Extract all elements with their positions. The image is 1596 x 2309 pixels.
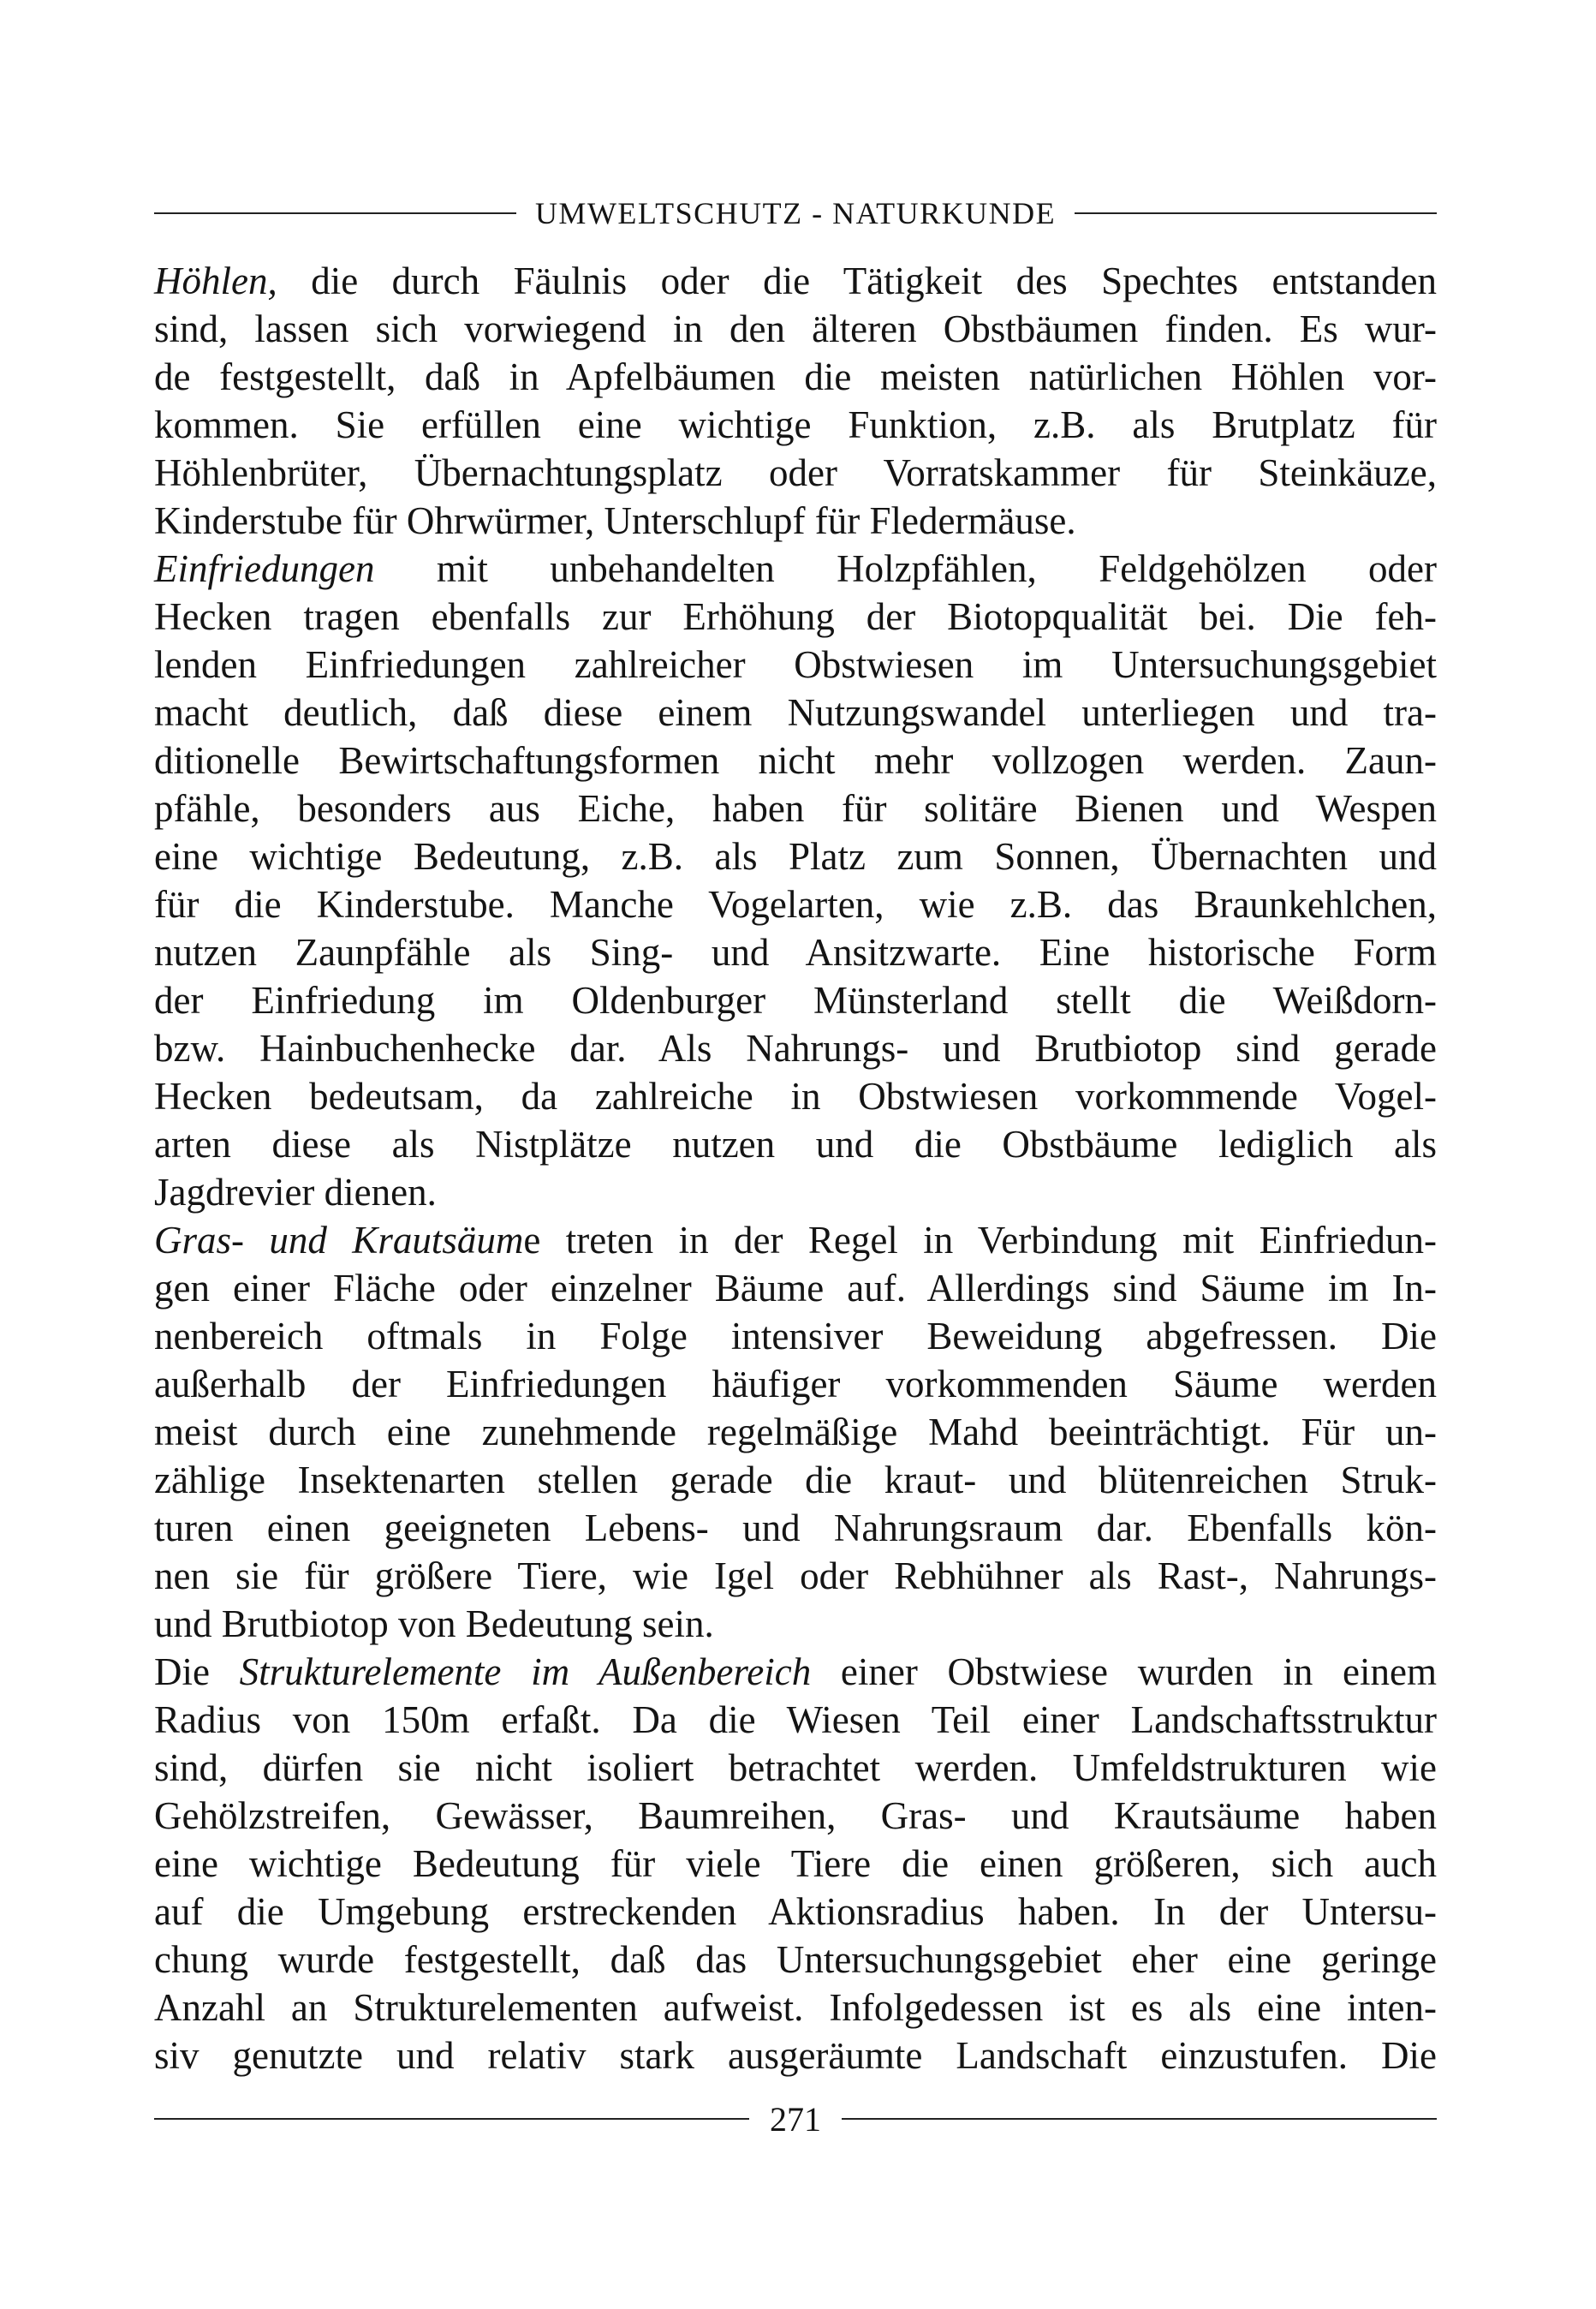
- text-line: [154, 257, 1437, 305]
- text-line: [154, 1360, 1437, 1408]
- footer-rule-right: [842, 2118, 1437, 2120]
- text-line-regular: turen einen geeigneten Lebens- und Nahrungsraum dar. Ebenfalls kön-: [154, 1507, 1437, 1549]
- text-line: [154, 976, 1437, 1024]
- text-line: [154, 689, 1437, 737]
- text-line-italic: Gras- und Krautsäum: [154, 1219, 524, 1262]
- text-line: [154, 305, 1437, 353]
- text-line: [154, 737, 1437, 785]
- text-line-regular: auf die Umgebung erstreckenden Aktionsradius haben. In der Untersu-: [154, 1890, 1437, 1933]
- text-line-italic: Höhlen,: [154, 260, 277, 302]
- text-line-regular: eine wichtige Bedeutung, z.B. als Platz zum Sonnen, Übernachten und: [154, 835, 1437, 878]
- text-line: [154, 1072, 1437, 1120]
- text-line: [154, 1984, 1437, 2032]
- text-line-italic: Strukturelemente im Außenbereich: [239, 1650, 812, 1693]
- body-text: [154, 257, 1437, 2079]
- text-line: [154, 353, 1437, 401]
- text-line-italic: Einfriedungen: [154, 547, 375, 590]
- text-line-regular: Radius von 150m erfaßt. Da die Wiesen Teil einer Landschaftsstruktur: [154, 1698, 1437, 1741]
- text-line: [154, 641, 1437, 689]
- text-line: [154, 1648, 1437, 1696]
- running-header: [154, 192, 1437, 235]
- page-footer: [154, 2093, 1437, 2145]
- text-line-regular: nenbereich oftmals in Folge intensiver Beweidung abgefressen. Die: [154, 1315, 1437, 1357]
- text-line: [154, 449, 1437, 497]
- text-line-regular: sind, dürfen sie nicht isoliert betrachtet werden. Umfeldstrukturen wie: [154, 1746, 1437, 1789]
- text-line: [154, 1600, 1437, 1648]
- text-line-regular: Höhlenbrüter, Übernachtungsplatz oder Vorratskammer für Steinkäuze,: [154, 451, 1437, 494]
- text-line-regular: bzw. Hainbuchenhecke dar. Als Nahrungs- und Brutbiotop sind gerade: [154, 1027, 1437, 1070]
- text-line-regular: nutzen Zaunpfähle als Sing- und Ansitzwarte. Eine historische Form: [154, 931, 1437, 974]
- text-line-regular-tail: e treten in der Regel in Verbindung mit Einfriedun-: [523, 1219, 1437, 1262]
- text-line: [154, 1840, 1437, 1888]
- text-line-regular: Anzahl an Strukturelementen aufweist. Infolgedessen ist es als eine inten-: [154, 1986, 1437, 2029]
- text-line: [154, 928, 1437, 976]
- text-line: [154, 785, 1437, 832]
- text-line: [154, 1024, 1437, 1072]
- text-line-regular-tail: mit unbehandelten Holzpfählen, Feldgehölzen oder: [374, 547, 1437, 590]
- text-line: [154, 1792, 1437, 1840]
- text-line-regular: sind, lassen sich vorwiegend in den älteren Obstbäumen finden. Es wur-: [154, 307, 1437, 350]
- text-line-regular: für die Kinderstube. Manche Vogelarten, wie z.B. das Braunkehlchen,: [154, 883, 1437, 926]
- text-line-regular: siv genutzte und relativ stark ausgeräumte Landschaft einzustufen. Die: [154, 2034, 1437, 2077]
- text-line-regular-tail: einer Obstwiese wurden in einem: [811, 1650, 1437, 1693]
- text-line-regular: eine wichtige Bedeutung für viele Tiere die einen größeren, sich auch: [154, 1842, 1437, 1885]
- text-line-regular: Hecken tragen ebenfalls zur Erhöhung der Biotopqualität bei. Die feh-: [154, 595, 1437, 638]
- text-line-regular: ditionelle Bewirtschaftungsformen nicht mehr vollzogen werden. Zaun-: [154, 739, 1437, 782]
- text-line-regular: nen sie für größere Tiere, wie Igel oder Rebhühner als Rast-, Nahrungs-: [154, 1554, 1437, 1597]
- text-line: [154, 545, 1437, 593]
- text-line-regular: und Brutbiotop von Bedeutung sein.: [154, 1602, 714, 1645]
- text-line: [154, 1312, 1437, 1360]
- text-line-regular: macht deutlich, daß diese einem Nutzungswandel unterliegen und tra-: [154, 691, 1437, 734]
- text-line-regular: Kinderstube für Ohrwürmer, Unterschlupf für Fledermäuse.: [154, 499, 1076, 542]
- text-line-regular: Jagdrevier dienen.: [154, 1171, 437, 1214]
- text-line-regular: außerhalb der Einfriedungen häufiger vorkommenden Säume werden: [154, 1363, 1437, 1405]
- text-line: [154, 1744, 1437, 1792]
- text-line-regular: arten diese als Nistplätze nutzen und die Obstbäume lediglich als: [154, 1123, 1437, 1166]
- text-line: [154, 1120, 1437, 1168]
- text-line: [154, 1456, 1437, 1504]
- footer-rule-left: [154, 2118, 749, 2120]
- text-line: [154, 2032, 1437, 2079]
- text-line: [154, 1504, 1437, 1552]
- text-line-regular: lenden Einfriedungen zahlreicher Obstwiesen im Untersuchungsgebiet: [154, 643, 1437, 686]
- text-line: [154, 593, 1437, 641]
- header-rule-right: [1075, 212, 1437, 214]
- text-line: [154, 1408, 1437, 1456]
- page-number: 271: [770, 2099, 821, 2139]
- text-line: [154, 1888, 1437, 1936]
- text-line-regular: pfähle, besonders aus Eiche, haben für solitäre Bienen und Wespen: [154, 787, 1437, 830]
- text-line: [154, 1168, 1437, 1216]
- text-line: [154, 1216, 1437, 1264]
- header-title: UMWELTSCHUTZ - NATURKUNDE: [534, 196, 1057, 230]
- header-rule-left: [154, 212, 516, 214]
- text-line: [154, 1552, 1437, 1600]
- text-line-regular: chung wurde festgestellt, daß das Untersuchungsgebiet eher eine geringe: [154, 1938, 1437, 1981]
- text-line-regular: kommen. Sie erfüllen eine wichtige Funktion, z.B. als Brutplatz für: [154, 403, 1437, 446]
- text-line-regular: der Einfriedung im Oldenburger Münsterland stellt die Weißdorn-: [154, 979, 1437, 1022]
- text-line: [154, 401, 1437, 449]
- text-line-regular: Gehölzstreifen, Gewässer, Baumreihen, Gras- und Krautsäume haben: [154, 1794, 1437, 1837]
- text-line-regular: gen einer Fläche oder einzelner Bäume auf. Allerdings sind Säume im In-: [154, 1267, 1437, 1310]
- text-line: [154, 1264, 1437, 1312]
- text-line-regular: Die: [154, 1650, 240, 1693]
- text-line: [154, 1696, 1437, 1744]
- text-line: [154, 832, 1437, 880]
- text-line: [154, 497, 1437, 545]
- text-line-regular: zählige Insektenarten stellen gerade die kraut- und blütenreichen Struk-: [154, 1459, 1437, 1501]
- text-line-regular: Hecken bedeutsam, da zahlreiche in Obstwiesen vorkommende Vogel-: [154, 1075, 1437, 1118]
- text-line-regular: de festgestellt, daß in Apfelbäumen die meisten natürlichen Höhlen vor-: [154, 355, 1437, 398]
- text-line: [154, 880, 1437, 928]
- text-line-regular: meist durch eine zunehmende regelmäßige Mahd beeinträchtigt. Für un-: [154, 1411, 1437, 1453]
- text-line-regular-tail: die durch Fäulnis oder die Tätigkeit des Spechtes entstanden: [277, 260, 1437, 302]
- text-line: [154, 1936, 1437, 1984]
